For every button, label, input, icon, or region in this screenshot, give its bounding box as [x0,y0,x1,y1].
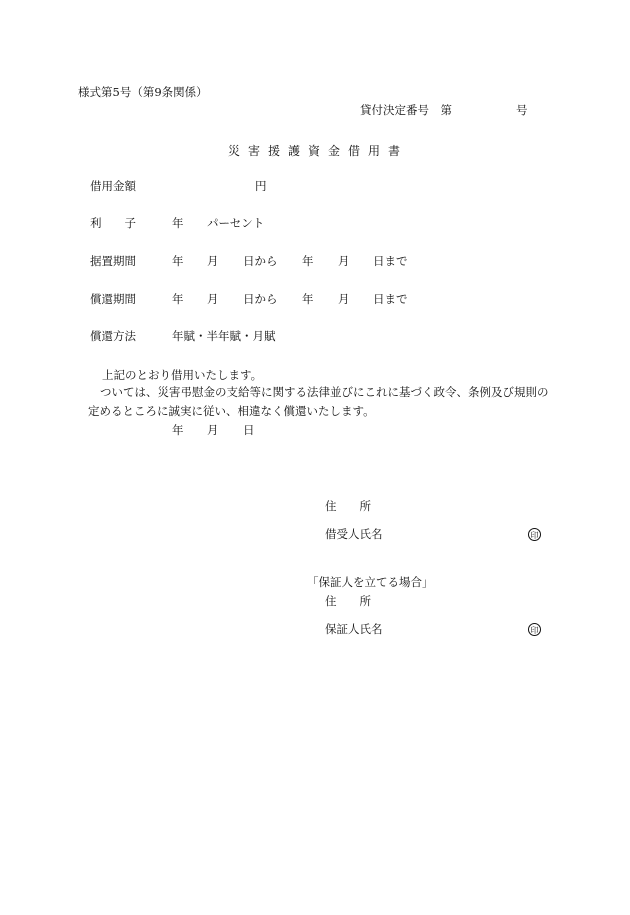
guarantor-seal-icon: 印 [528,623,541,636]
interest-year: 年 [172,216,184,230]
date-year: 年 [172,423,184,437]
body-line-2: ついては、災害弔慰金の支給等に関する法律並びにこれに基づく政令、条例及び規則の定めるところに誠実に従い、相違なく償還いたします。 [88,385,549,418]
repayment-end-day: 日まで [373,292,408,306]
deferral-start-year: 年 [172,254,184,268]
method-value: 年賦・半年賦・月賦 [172,329,276,343]
guarantor-address-label: 住 所 [325,594,371,608]
amount-label: 借用金額 [90,179,136,193]
body-line-1: 上記のとおり借用いたします。 [102,368,263,382]
loan-decision-suffix: 号 [516,103,528,117]
deferral-end-year: 年 [302,254,314,268]
interest-unit: パーセント [207,216,265,230]
repayment-end-month: 月 [338,292,350,306]
form-number: 様式第5号（第9条関係） [78,85,208,99]
deferral-end-month: 月 [338,254,350,268]
deferral-label: 据置期間 [90,254,136,268]
deferral-start-day: 日から [243,254,278,268]
borrower-address-label: 住 所 [325,499,371,513]
borrower-name-label: 借受人氏名 [325,527,383,541]
loan-decision-label: 貸付決定番号 第 [360,103,452,117]
repayment-start-year: 年 [172,292,184,306]
repayment-start-day: 日から [243,292,278,306]
guarantor-name-label: 保証人氏名 [325,622,383,636]
deferral-end-day: 日まで [373,254,408,268]
repayment-label: 償還期間 [90,292,136,306]
method-label: 償還方法 [90,329,136,343]
repayment-end-year: 年 [302,292,314,306]
repayment-start-month: 月 [207,292,219,306]
deferral-start-month: 月 [207,254,219,268]
guarantor-note: 「保証人を立てる場合」 [307,575,434,589]
date-day: 日 [243,423,255,437]
date-month: 月 [207,423,219,437]
amount-unit: 円 [255,179,267,193]
interest-label: 利 子 [90,216,136,230]
borrower-seal-icon: 印 [528,528,541,541]
document-title: 災害援護資金借用書 [228,144,409,158]
